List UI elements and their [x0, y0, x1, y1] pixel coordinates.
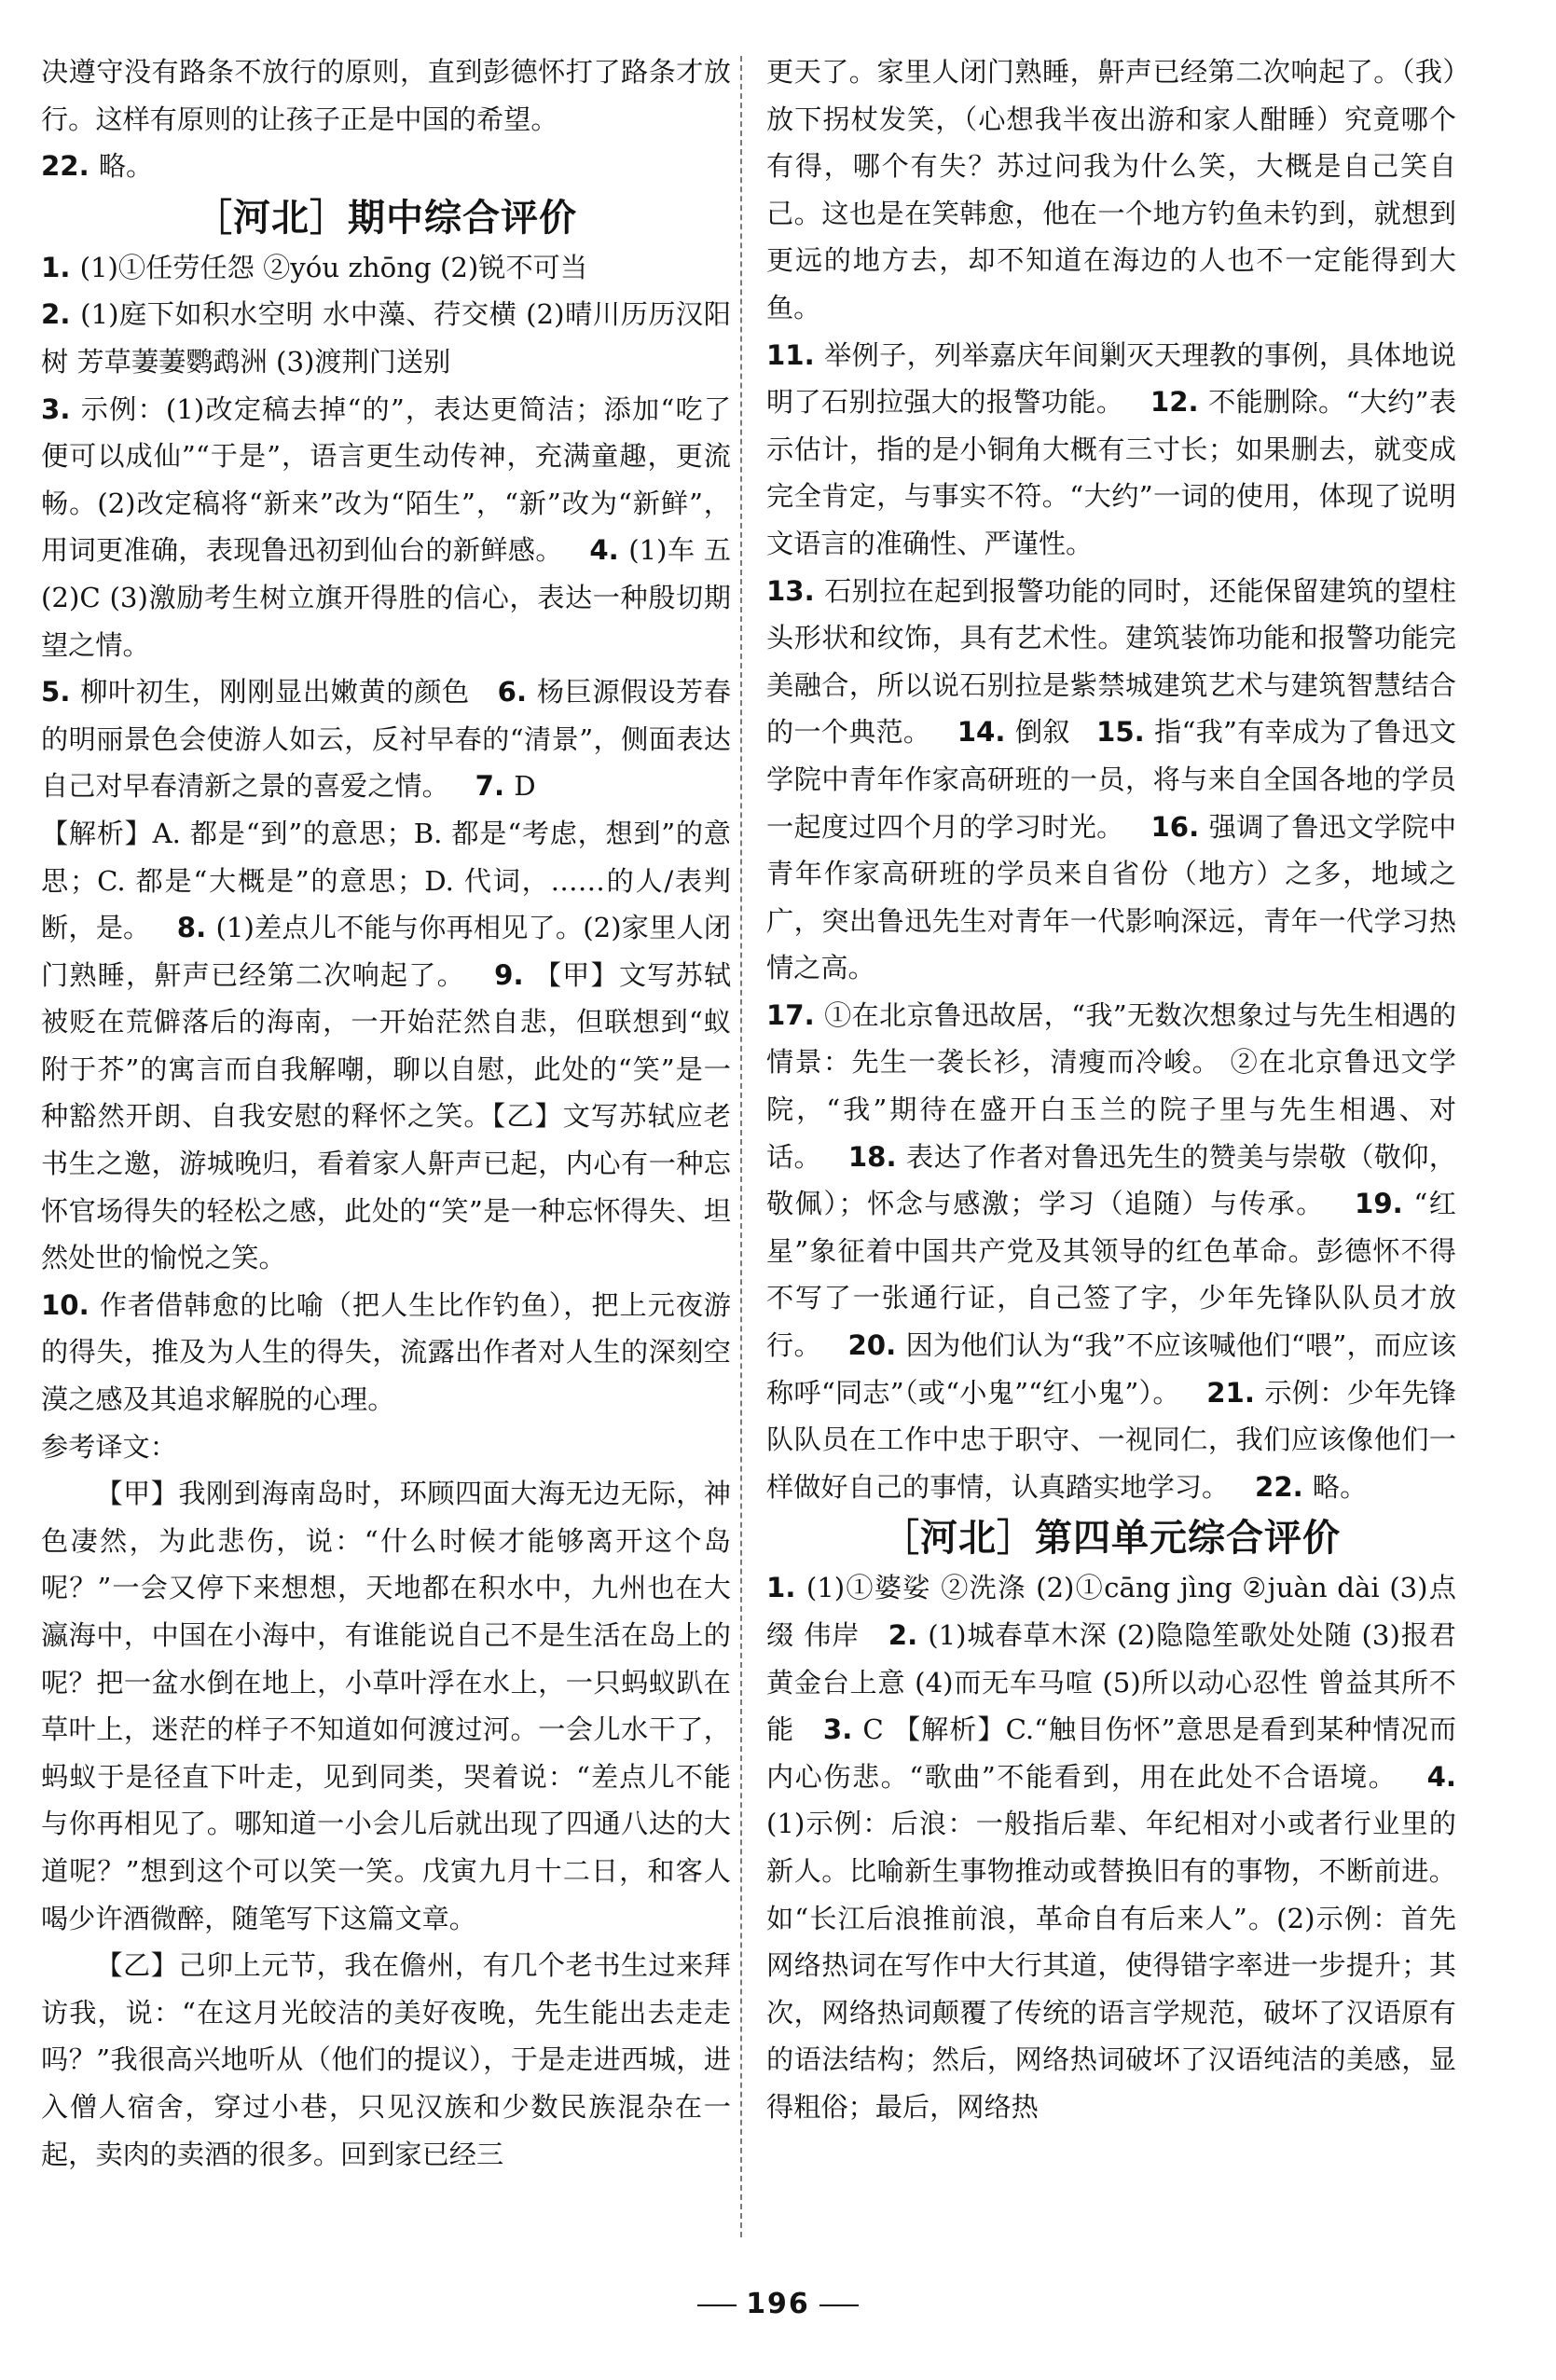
- item-number: 3: [822, 1713, 843, 1746]
- item-number: 11: [766, 338, 805, 371]
- item-number: 1: [766, 1572, 786, 1604]
- item-number: 14: [957, 716, 996, 749]
- analysis-note: 【解析】A. 都是“到”的意思；B. 都是“考虑，想到”的意思；C. 都是“大概是”的意思；D. 代词，……的人/表判断，是。 8. (1)差点儿不能与你再相见了。(2)家里人闭门熟睡，鼾声已经第二次响起了。 9. 【甲】文写苏轼被贬在荒僻落后的海南，一开始茫然自悲，但联想到“蚁附于芥”的寓言而自我解嘲，聊以自慰，此处的“笑”是一种豁然开朗、自我安慰的释怀之笑。【乙】文写苏轼应老书生之邀，游城晚归，看着家人鼾声已起，内心有一种忘怀官场得失的轻松之感，此处的“笑”是一种忘怀得失、坦然处世的愉悦之笑。: [41, 817, 732, 1274]
- answer-text: 不能删除。“大约”表示估计，指的是小铜角大概有三寸长；如果删去，就变成完全肯定，与事实不符。“大约”一词的使用，体现了说明文语言的准确性、严谨性。: [766, 386, 1457, 559]
- answer-item: 22. 略。: [41, 150, 154, 183]
- right-column: [766, 48, 1456, 2131]
- answer-text: 【甲】文写苏轼被贬在荒僻落后的海南，一开始茫然自悲，但联想到“蚁附于芥”的寓言而自我解嘲，聊以自慰，此处的“笑”是一种豁然开朗、自我安慰的释怀之笑。【乙】文写苏轼应老书生之邀，游城晚归，看着家人鼾声已起，内心有一种忘怀官场得失的轻松之感，此处的“笑”是一种忘怀得失、坦然处世的愉悦之笑。: [41, 958, 732, 1274]
- answer-text: 柳叶初生，刚刚显出嫩黄的颜色: [80, 676, 470, 708]
- answer-item: 2. (1)庭下如积水空明 水中藻、荇交横 (2)晴川历历汉阳树 芳草萋萋鹦鹉洲 (3)渡荆门送别: [41, 298, 731, 378]
- answer-text: D: [514, 770, 536, 803]
- section-heading-unit4: ［河北］第四单元综合评价: [882, 1517, 1341, 1561]
- answer-text: (1)庭下如积水空明 水中藻、荇交横 (2)晴川历历汉阳树 芳草萋萋鹦鹉洲 (3)渡荆门送别: [41, 298, 731, 378]
- column-divider: [740, 56, 742, 2237]
- answer-text: 指“我”有幸成为了鲁迅文学院中青年作家高研班的一员，将与来自全国各地的学员一起度过四个月的学习时光。: [766, 716, 1457, 843]
- answer-text: 表达了作者对鲁迅先生的赞美与崇敬（敬仰，敬佩）；怀念与感激；学习（追随）与传承。: [766, 1140, 1456, 1220]
- item-number: 3: [41, 392, 61, 425]
- item-number: 5: [41, 676, 61, 708]
- answer-text: C 【解析】C.“触目伤怀”意思是看到某种情况而内心伤悲。“歌曲”不能看到，用在此处不合语境。: [766, 1713, 1457, 1793]
- section-heading-midterm: ［河北］期中综合评价: [195, 196, 577, 240]
- answer-item: 10. 作者借韩愈的比喻（把人生比作钓鱼），把上元夜游的得失，推及为人生的得失，流露出作者对人生的深刻空漠之感及其追求解脱的心理。: [41, 1288, 731, 1416]
- item-number: 21: [1206, 1376, 1245, 1409]
- answer-text: ①在北京鲁迅故居，“我”无数次想象过与先生相遇的情景：先生一袭长衫，清瘦而冷峻。 ②在北京鲁迅文学院，“我”期待在盛开白玉兰的院子里与先生相遇、对话。: [766, 998, 1457, 1173]
- answer-text: 略。: [98, 150, 154, 183]
- answer-text: (1)①婆娑 ②洗涤 (2)①cāng jìng ②juàn dài (3)点缀 伟岸: [766, 1572, 1456, 1651]
- item-number: 20: [847, 1329, 887, 1362]
- item-number: 9: [494, 958, 514, 991]
- answer-text: 示例：(1)改定稿去掉“的”，表达更简洁；添加“吃了便可以成仙”“于是”，语言更生动传神，充满童趣，更流畅。(2)改定稿将“新来”改为“陌生”，“新”改为“新鲜”，用词更准确，表现鲁迅初到仙台的新鲜感。: [41, 392, 732, 567]
- translation-paragraph-yi: 【乙】己卯上元节，我在儋州，有几个老书生过来拜访我，说：“在这月光皎洁的美好夜晚，先生能出去走走吗？”我很高兴地听从（他们的提议），于是走进西城，进入僧人宿舍，穿过小巷，只见汉族和少数民族混杂在一起，卖肉的卖酒的很多。回到家已经三: [41, 1949, 731, 2170]
- page-number: 196: [0, 2288, 1556, 2320]
- answer-text: (1)差点儿不能与你再相见了。(2)家里人闭门熟睡，鼾声已经第二次响起了。: [41, 912, 732, 991]
- answer-text: (1)车 五 (2)C (3)激励考生树立旗开得胜的信心，表达一种殷切期望之情。: [41, 534, 732, 661]
- answer-text: (1)①任劳任怨 ②yóu zhōng (2)锐不可当: [79, 251, 588, 283]
- answer-text: 作者借韩愈的比喻（把人生比作钓鱼），把上元夜游的得失，推及为人生的得失，流露出作者对人生的深刻空漠之感及其追求解脱的心理。: [41, 1288, 731, 1416]
- item-number: 7: [475, 770, 494, 803]
- item-number: 4: [1426, 1760, 1446, 1793]
- answer-text: 杨巨源假设芳春的明丽景色会使游人如云，反衬早春的“清景”，侧面表达自己对早春清新之景的喜爱之情。: [41, 676, 732, 803]
- answer-item: 1. (1)①任劳任怨 ②yóu zhōng (2)锐不可当: [41, 251, 588, 283]
- item-number: 2: [888, 1619, 908, 1651]
- item-number: 2: [41, 298, 61, 331]
- answer-text: (1)城春草木深 (2)隐隐笙歌处处随 (3)报君黄金台上意 (4)而无车马喧 (5)所以动心忍性 曾益其所不能: [766, 1619, 1456, 1746]
- item-number: 1: [41, 251, 61, 283]
- item-number: 10: [41, 1288, 79, 1321]
- left-column: [41, 48, 731, 2178]
- item-number: 22: [41, 150, 79, 183]
- item-number: 6: [497, 676, 516, 708]
- translation-label: 参考译文：: [41, 1430, 177, 1463]
- answer-item: 5. 柳叶初生，刚刚显出嫩黄的颜色 6. 杨巨源假设芳春的明丽景色会使游人如云，反衬早春的“清景”，侧面表达自己对早春清新之景的喜爱之情。 7. D: [41, 676, 732, 803]
- answer-text: 因为他们认为“我”不应该喊他们“喂”，而应该称呼“同志”（或“小鬼”“红小鬼”）。: [766, 1329, 1457, 1409]
- item-number: 22: [1255, 1470, 1293, 1503]
- answer-text: 石别拉在起到报警功能的同时，还能保留建筑的望柱头形状和纹饰，具有艺术性。建筑装饰功能和报警功能完美融合，所以说石别拉是紫禁城建筑艺术与建筑智慧结合的一个典范。: [766, 574, 1456, 749]
- item-number: 15: [1096, 716, 1135, 749]
- answer-item: 3. 示例：(1)改定稿去掉“的”，表达更简洁；添加“吃了便可以成仙”“于是”，语言更生动传神，充满童趣，更流畅。(2)改定稿将“新来”改为“陌生”，“新”改为“新鲜”，用词更准确，表现鲁迅初到仙台的新鲜感。 4. (1)车 五 (2)C (3)激励考生树立旗开得胜的信心，表达一种殷切期望之情。: [41, 392, 732, 661]
- item-number: 12: [1150, 386, 1189, 419]
- item-number: 4: [589, 534, 609, 567]
- answer-item: 1. (1)①婆娑 ②洗涤 (2)①cāng jìng ②juàn dài (3)点缀 伟岸 2. (1)城春草木深 (2)隐隐笙歌处处随 (3)报君黄金台上意 (4)而无车马喧 (5)所以动心忍性 曾益其所不能 3. C 【解析】C.“触目伤怀”意思是看到某种情况而内心伤悲。“歌曲”不能看到，用在此处不合语境。 4. (1)示例：后浪：一般指后辈、年纪相对小或者行业里的新人。比喻新生事物推动或替换旧有的事物，不断前进。如“长江后浪推前浪，革命自有后来人”。(2)示例：首先网络热词在写作中大行其道，使得错字率进一步提升；其次，网络热词颠覆了传统的语言学规范，破坏了汉语原有的语法结构；然后，网络热词破坏了汉语纯洁的美感，显得粗俗；最后，网络热: [766, 1572, 1457, 2123]
- answer-item: 13. 石别拉在起到报警功能的同时，还能保留建筑的望柱头形状和纹饰，具有艺术性。建筑装饰功能和报警功能完美融合，所以说石别拉是紫禁城建筑艺术与建筑智慧结合的一个典范。 14. 倒叙 15. 指“我”有幸成为了鲁迅文学院中青年作家高研班的一员，将与来自全国各地的学员一起度过四个月的学习时光。 16. 强调了鲁迅文学院中青年作家高研班的学员来自省份（地方）之多，地域之广，突出鲁迅先生对青年一代影响深远，青年一代学习热情之高。: [766, 574, 1457, 984]
- item-number: 8: [176, 912, 197, 944]
- answer-text: 举例子，列举嘉庆年间剿灭天理教的事例，具体地说明了石别拉强大的报警功能。: [766, 338, 1456, 419]
- item-number: 18: [847, 1140, 887, 1173]
- answer-text: 强调了鲁迅文学院中青年作家高研班的学员来自省份（地方）之多，地域之广，突出鲁迅先生对青年一代影响深远，青年一代学习热情之高。: [766, 810, 1457, 984]
- answer-text: 倒叙: [1014, 716, 1070, 749]
- item-number: 17: [766, 998, 805, 1031]
- answer-item: 17. ①在北京鲁迅故居，“我”无数次想象过与先生相遇的情景：先生一袭长衫，清瘦而冷峻。 ②在北京鲁迅文学院，“我”期待在盛开白玉兰的院子里与先生相遇、对话。 18. 表达了作者对鲁迅先生的赞美与崇敬（敬仰，敬佩）；怀念与感激；学习（追随）与传承。 19. “红星”象征着中国共产党及其领导的红色革命。彭德怀不得不写了一张通行证，自己签了字，少年先锋队队员才放行。 20. 因为他们认为“我”不应该喊他们“喂”，而应该称呼“同志”（或“小鬼”“红小鬼”）。 21. 示例：少年先锋队队员在工作中忠于职守、一视同仁，我们应该像他们一样做好自己的事情，认真踏实地学习。 22. 略。: [766, 998, 1457, 1503]
- answer-text: (1)示例：后浪：一般指后辈、年纪相对小或者行业里的新人。比喻新生事物推动或替换旧有的事物，不断前进。如“长江后浪推前浪，革命自有后来人”。(2)示例：首先网络热词在写作中大行其道，使得错字率进一步提升；其次，网络热词颠覆了传统的语言学规范，破坏了汉语原有的语法结构；然后，网络热词破坏了汉语纯洁的美感，显得粗俗；最后，网络热: [766, 1808, 1456, 2123]
- translation-continued: 更天了。家里人闭门熟睡，鼾声已经第二次响起了。（我）放下拐杖发笑，（心想我半夜出游和家人酣睡）究竟哪个有得，哪个有失？苏过问我为什么笑，大概是自己笑自己。这也是在笑韩愈，他在一个地方钓鱼未钓到，就想到更远的地方去，却不知道在海边的人也不一定能得到大鱼。: [766, 56, 1456, 323]
- item-number: 16: [1150, 810, 1190, 843]
- answer-text: “红星”象征着中国共产党及其领导的红色革命。彭德怀不得不写了一张通行证，自己签了字，少年先锋队队员才放行。: [766, 1188, 1456, 1362]
- item-number: 13: [766, 574, 805, 607]
- answer-text: 略。: [1312, 1470, 1368, 1503]
- answer-line: 决遵守没有路条不放行的原则，直到彭德怀打了路条才放行。这样有原则的让孩子正是中国的希望。: [41, 56, 731, 135]
- answer-item: 11. 举例子，列举嘉庆年间剿灭天理教的事例，具体地说明了石别拉强大的报警功能。 12. 不能删除。“大约”表示估计，指的是小铜角大概有三寸长；如果删去，就变成完全肯定，与事实不符。“大约”一词的使用，体现了说明文语言的准确性、严谨性。: [766, 338, 1457, 559]
- translation-paragraph-jia: 【甲】我刚到海南岛时，环顾四面大海无边无际，神色凄然，为此悲伤，说：“什么时候才能够离开这个岛呢？”一会又停下来想想，天地都在积水中，九州也在大瀛海中，中国在小海中，有谁能说自己不是生活在岛上的呢？把一盆水倒在地上，小草叶浮在水上，一只蚂蚁趴在草叶上，迷茫的样子不知道如何渡过河。一会儿水干了，蚂蚁于是径直下叶走，见到同类，哭着说：“差点儿不能与你再相见了。哪知道一小会儿后就出现了四通八达的大道呢？”想到这个可以笑一笑。戊寅九月十二日，和客人喝少许酒微醉，随笔写下这篇文章。: [41, 1478, 731, 1934]
- item-number: 19: [1355, 1188, 1393, 1220]
- answer-text: 示例：少年先锋队队员在工作中忠于职守、一视同仁，我们应该像他们一样做好自己的事情，认真踏实地学习。: [766, 1376, 1456, 1503]
